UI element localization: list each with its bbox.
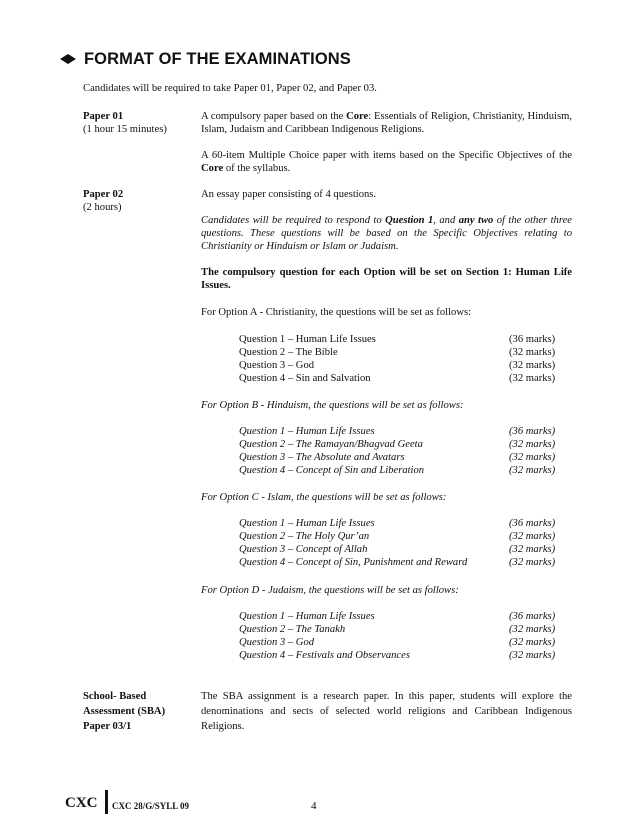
list-item: Question 4 – Concept of Sin and Liberation (32 marks) (239, 465, 556, 476)
paper-01-mcq-description: A 60-item Multiple Choice paper with items based on the Specific Objectives of the Core of the syllabus. (201, 150, 572, 174)
option-d-intro: For Option D - Judaism, the questions will be set as follows: (201, 585, 459, 596)
footer-divider (105, 790, 108, 814)
list-item: Question 1 – Human Life Issues (36 marks) (239, 426, 556, 437)
paper-02-title: Paper 02 (83, 189, 124, 200)
list-item: Question 2 – The Holy Qur’an (32 marks) (239, 531, 556, 542)
paper-01-title: Paper 01 (83, 111, 124, 122)
list-item: Question 2 – The Tanakh (32 marks) (239, 624, 556, 635)
page-footer (64, 790, 364, 816)
option-a-question-list (239, 333, 559, 385)
list-item: Question 4 – Concept of Sin, Punishment and Reward (32 marks) (239, 557, 556, 568)
paper-01-label (83, 110, 193, 136)
paper-03-description: The SBA assignment is a research paper. In this paper, students will explore the denominations and sects of selected world religions and Caribbean Indigenous Religions. (201, 691, 572, 732)
option-c-question-list (239, 517, 559, 569)
list-item: Question 3 – God (32 marks) (239, 360, 556, 371)
list-item: Question 1 – Human Life Issues (36 marks) (239, 518, 556, 529)
svg-text:CXC: CXC (65, 795, 98, 811)
section-title: FORMAT OF THE EXAMINATIONS (84, 49, 351, 68)
intro-text: Candidates will be required to take Paper 01, Paper 02, and Paper 03. (83, 83, 377, 94)
option-b-intro: For Option B - Hinduism, the questions will be set as follows: (201, 400, 464, 411)
paper-02-duration: (2 hours) (83, 202, 122, 213)
option-a-intro: For Option A - Christianity, the questions will be set as follows: (201, 307, 472, 318)
list-item: Question 4 – Sin and Salvation (32 marks) (239, 373, 556, 384)
syllabus-code: CXC 28/G/SYLL 09 (112, 801, 190, 811)
paper-02-label (83, 188, 193, 214)
paper-02-instructions: Candidates will be required to respond to Question 1, and any two of the other three questions. These questions will be based on the Specific Objectives relating to Christianity or Hinduism or Islam or Judaism. (201, 215, 572, 252)
paper-03-label: School- Based Assessment (SBA) Paper 03/1 (83, 691, 166, 732)
cxc-logo-icon (64, 790, 104, 816)
list-item: Question 2 – The Ramayan/Bhagvad Geeta (32 marks) (239, 439, 556, 450)
option-d-question-list (239, 610, 559, 662)
paper-02-compulsory-note: The compulsory question for each Option will be set on Section 1: Human Life Issues. (201, 267, 572, 291)
option-b-question-list (239, 425, 559, 477)
paper-01-duration: (1 hour 15 minutes) (83, 124, 167, 135)
list-item: Question 2 – The Bible (32 marks) (239, 347, 556, 358)
section-heading (60, 48, 351, 70)
list-item: Question 1 – Human Life Issues (36 marks) (239, 334, 556, 345)
paper-01-description: A compulsory paper based on the Core: Essentials of Religion, Christianity, Hinduism, Islam, Judaism and Caribbean Indigenous Religions. (201, 111, 572, 135)
list-item: Question 1 – Human Life Issues (36 marks) (239, 611, 556, 622)
page-number: 4 (311, 800, 317, 812)
paper-02-description: An essay paper consisting of 4 questions. (201, 189, 377, 200)
list-item: Question 3 – Concept of Allah (32 marks) (239, 544, 556, 555)
list-item: Question 4 – Festivals and Observances (32 marks) (239, 650, 556, 661)
option-c-intro: For Option C - Islam, the questions will be set as follows: (201, 492, 447, 503)
list-item: Question 3 – God (32 marks) (239, 637, 556, 648)
list-item: Question 3 – The Absolute and Avatars (32 marks) (239, 452, 556, 463)
diamond-bullet-icon (60, 54, 76, 64)
